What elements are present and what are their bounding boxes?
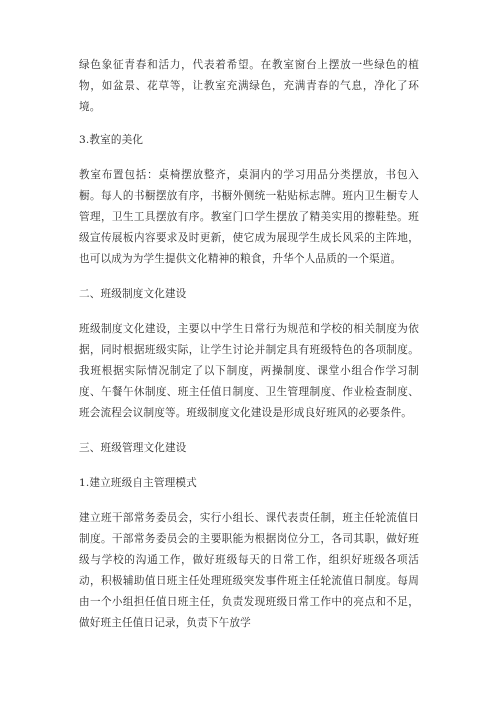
paragraph-classroom-layout: 教室布置包括：桌椅摆放整齐，桌洞内的学习用品分类摆放，书包入橱。每人的书橱摆放有序，书橱外侧统一粘贴标志牌。班内卫生橱专人管理，卫生工具摆放有序。教室门口学生摆放了精美实用的擦鞋垫。班级宣传展板内容要求及时更新，使它成为展现学生成长风采的主阵地，也可以成为为学生提供文化精神的粮食，升华个人品质的一个渠道。	[79, 169, 419, 265]
section-heading-system-culture: 二、班级制度文化建设	[79, 288, 187, 300]
paragraph-green-plants: 绿色象征青春和活力，代表着希望。在教室窗台上摆放一些绿色的植物，如盆景、花草等，让教室充满绿色，充满青春的气息，净化了环境。	[79, 59, 419, 113]
section-heading-management-culture: 三、班级管理文化建设	[79, 442, 187, 454]
paragraph-self-management: 建立班干部常务委员会，实行小组长、课代表责任制，班主任轮流值日制度。干部常务委员会的主要职能为根据岗位分工，各司其职，做好班级与学校的沟通工作，做好班级每天的日常工作，组织好班级各项活动，积极辅助值日班主任处理班级突发事件班主任轮流值日制度。每周由一个小组担任值日班主任，负责发现班级日常工作中的亮点和不足，做好班主任值日记录，负责下午放学	[79, 512, 419, 629]
paragraph-system-culture: 班级制度文化建设，主要以中学生日常行为规范和学校的相关制度为依据，同时根据班级实际，让学生讨论并制定具有班级特色的各项制度。我班根据实际情况制定了以下制度，两操制度、课堂小组合作学习制度、午餐午休制度、班主任值日制度、卫生管理制度、作业检查制度、班会流程会议制度等。班级制度文化建设是形成良好班风的必要条件。	[79, 323, 419, 419]
subheading-classroom-beautification: 3.教室的美化	[79, 134, 144, 146]
subheading-self-management: 1.建立班级自主管理模式	[79, 477, 197, 489]
document-body	[79, 55, 419, 648]
